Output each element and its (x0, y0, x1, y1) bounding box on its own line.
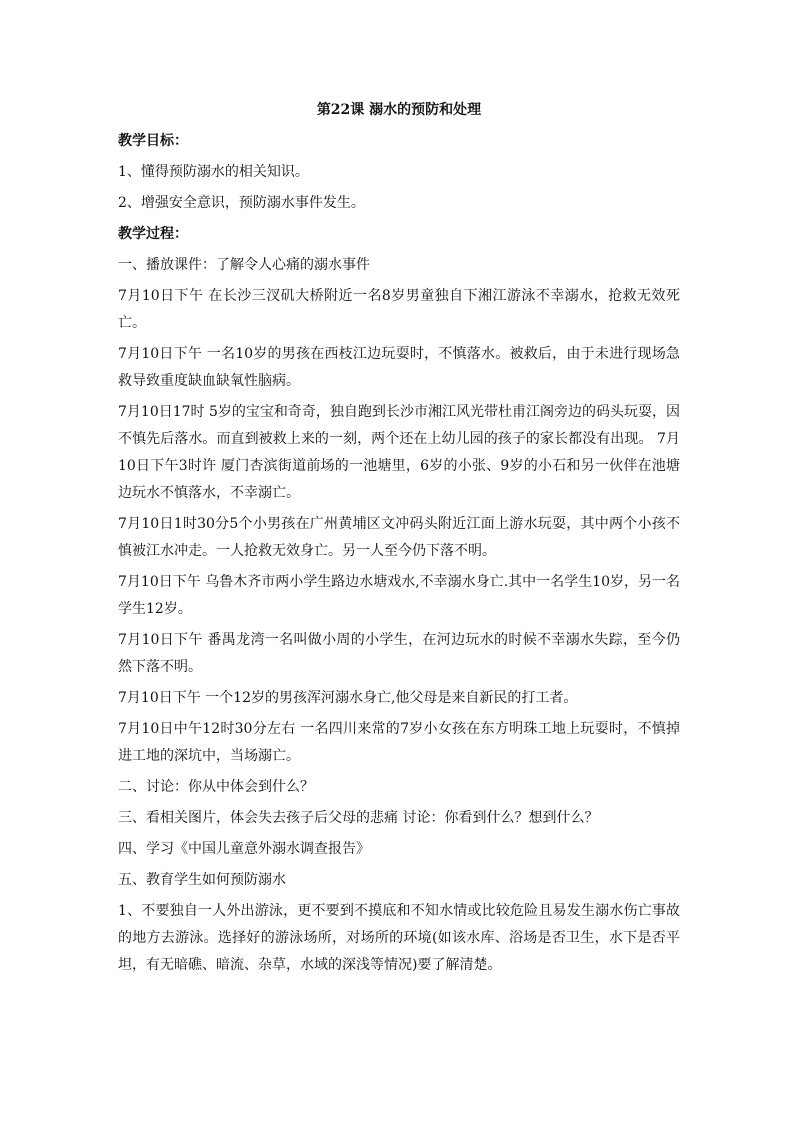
document-page (118, 98, 680, 983)
section-heading: 二、讨论：你从中体会到什么？ (118, 779, 314, 795)
section-heading: 五、教育学生如何预防溺水 (118, 872, 286, 888)
event-paragraph: 7月10日下午 一个12岁的男孩浑河溺水身亡,他父母是来自新民的打工者。 (118, 690, 578, 706)
goal-item: 2、增强安全意识，预防溺水事件发生。 (118, 195, 365, 211)
section-heading: 一、播放课件：了解令人心痛的溺水事件 (118, 257, 370, 273)
section-heading: 四、学习《中国儿童意外溺水调查报告》 (118, 841, 370, 857)
document-title: 第22课 溺水的预防和处理 (316, 102, 482, 118)
goals-heading: 教学目标： (118, 133, 188, 149)
process-heading: 教学过程： (118, 226, 188, 242)
event-paragraph: 7月10日中午12时30分左右 一名四川来常的7岁小女孩在东方明珠工地上玩耍时，不慎掉进工地的深坑中，当场溺亡。 (118, 721, 680, 764)
event-paragraph: 7月10日下午 乌鲁木齐市两小学生路边水塘戏水,不幸溺水身亡.其中一名学生10岁，另一名学生12岁。 (118, 574, 680, 617)
section-heading: 三、看相关图片，体会失去孩子后父母的悲痛 讨论：你看到什么？想到什么？ (118, 810, 599, 826)
event-paragraph: 7月10日17时 5岁的宝宝和奇奇，独自跑到长沙市湘江风光带杜甫江阁旁边的码头玩耍，因不慎先后落水。而直到被救上来的一刻，两个还在上幼儿园的孩子的家长都没有出现。 7月10日下午3时许 厦门杏滨街道前场的一池塘里，6岁的小张、9岁的小石和另一伙伴在池塘边玩水不慎落水，不幸溺亡。 (118, 404, 680, 501)
event-paragraph: 7月10日下午 一名10岁的男孩在西枝江边玩耍时，不慎落水。被救后，由于未进行现场急救导致重度缺血缺氧性脑病。 (118, 346, 680, 389)
tip-paragraph: 1、不要独自一人外出游泳，更不要到不摸底和不知水情或比较危险且易发生溺水伤亡事故的地方去游泳。选择好的游泳场所，对场所的环境(如该水库、浴场是否卫生，水下是否平坦，有无暗礁、暗流、杂草，水域的深浅等情况)要了解清楚。 (118, 903, 680, 973)
goal-item: 1、懂得预防溺水的相关知识。 (118, 164, 309, 180)
event-paragraph: 7月10日1时30分5个小男孩在广州黄埔区文冲码头附近江面上游水玩耍，其中两个小孩不慎被江水冲走。一人抢救无效身亡。另一人至今仍下落不明。 (118, 516, 680, 559)
event-paragraph: 7月10日下午 在长沙三汊矶大桥附近一名8岁男童独自下湘江游泳不幸溺水，抢救无效死亡。 (118, 288, 680, 331)
event-paragraph: 7月10日下午 番禺龙湾一名叫做小周的小学生，在河边玩水的时候不幸溺水失踪，至今仍然下落不明。 (118, 632, 680, 675)
